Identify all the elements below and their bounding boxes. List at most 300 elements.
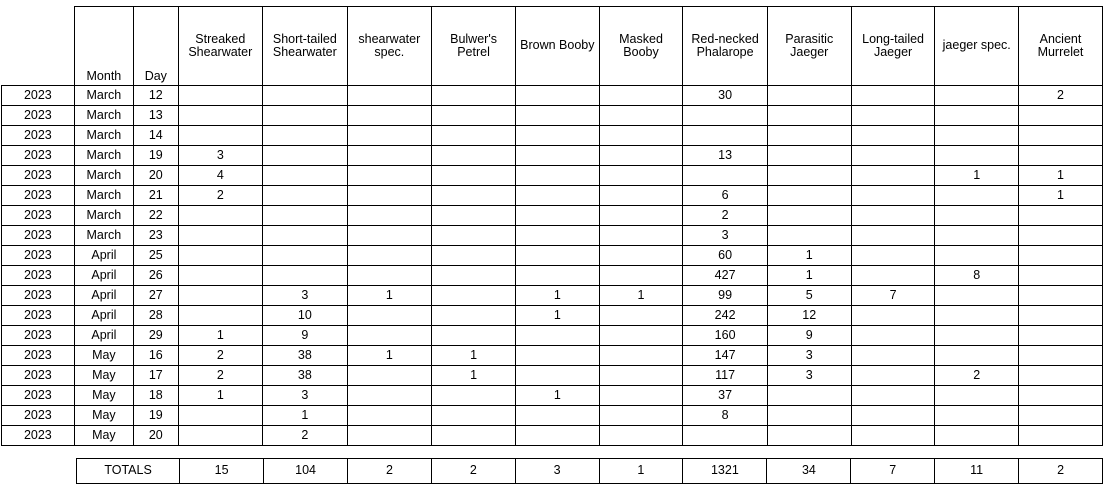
- cell-c7: [683, 106, 767, 126]
- cell-year: 2023: [2, 186, 75, 206]
- cell-c2: [263, 186, 348, 206]
- cell-c8: 12: [767, 306, 851, 326]
- cell-c10: [935, 186, 1019, 206]
- cell-c8: 3: [767, 366, 851, 386]
- cell-year: 2023: [2, 246, 75, 266]
- cell-day: 17: [134, 366, 178, 386]
- cell-c7: 3: [683, 226, 767, 246]
- cell-month: May: [74, 426, 133, 446]
- cell-c6: [599, 226, 683, 246]
- cell-c8: [767, 146, 851, 166]
- cell-c8: [767, 166, 851, 186]
- cell-c9: [851, 346, 935, 366]
- cell-c6: 1: [599, 286, 683, 306]
- cell-c5: 1: [516, 286, 600, 306]
- totals-value: 7: [851, 459, 935, 484]
- totals-label: TOTALS: [77, 459, 180, 484]
- cell-c11: [1018, 306, 1102, 326]
- totals-value: 2: [431, 459, 515, 484]
- table-row: [2, 426, 1103, 446]
- cell-month: May: [74, 346, 133, 366]
- cell-c8: [767, 206, 851, 226]
- cell-day: 19: [134, 406, 178, 426]
- cell-c2: [263, 86, 348, 106]
- cell-c10: [935, 326, 1019, 346]
- table-row: [2, 306, 1103, 326]
- cell-c11: [1018, 386, 1102, 406]
- cell-c6: [599, 306, 683, 326]
- cell-day: 16: [134, 346, 178, 366]
- cell-year: 2023: [2, 126, 75, 146]
- cell-c7: 8: [683, 406, 767, 426]
- cell-c9: [851, 246, 935, 266]
- cell-year: 2023: [2, 106, 75, 126]
- cell-c6: [599, 126, 683, 146]
- cell-day: 12: [134, 86, 178, 106]
- cell-c1: [178, 426, 263, 446]
- cell-c1: [178, 86, 263, 106]
- cell-c9: [851, 366, 935, 386]
- table-row: [2, 166, 1103, 186]
- cell-c3: 1: [347, 346, 431, 366]
- cell-c9: [851, 206, 935, 226]
- cell-c1: [178, 206, 263, 226]
- cell-c8: 1: [767, 246, 851, 266]
- cell-c5: [516, 326, 600, 346]
- cell-c10: [935, 426, 1019, 446]
- table-row: [2, 146, 1103, 166]
- cell-month: April: [74, 326, 133, 346]
- cell-c1: [178, 266, 263, 286]
- cell-c3: [347, 406, 431, 426]
- cell-day: 19: [134, 146, 178, 166]
- table-row: [2, 246, 1103, 266]
- cell-c3: [347, 426, 431, 446]
- cell-c6: [599, 266, 683, 286]
- cell-c3: [347, 266, 431, 286]
- cell-c5: [516, 246, 600, 266]
- cell-c4: [432, 406, 516, 426]
- cell-c11: 1: [1018, 186, 1102, 206]
- cell-c9: 7: [851, 286, 935, 306]
- table-header-row: [2, 7, 1103, 86]
- cell-month: March: [74, 146, 133, 166]
- cell-c3: [347, 126, 431, 146]
- cell-c4: [432, 186, 516, 206]
- totals-row: [77, 459, 1103, 484]
- cell-c3: [347, 186, 431, 206]
- cell-c1: 2: [178, 366, 263, 386]
- table-body: [2, 86, 1103, 446]
- cell-c7: 30: [683, 86, 767, 106]
- cell-c7: 13: [683, 146, 767, 166]
- cell-c2: 3: [263, 286, 348, 306]
- cell-c5: [516, 366, 600, 386]
- cell-c1: 2: [178, 346, 263, 366]
- cell-c8: [767, 186, 851, 206]
- cell-c2: 1: [263, 406, 348, 426]
- cell-c10: 8: [935, 266, 1019, 286]
- table-row: [2, 126, 1103, 146]
- header-cell-day: Day: [134, 7, 178, 86]
- cell-c11: [1018, 146, 1102, 166]
- cell-day: 27: [134, 286, 178, 306]
- cell-year: 2023: [2, 166, 75, 186]
- cell-c10: [935, 286, 1019, 306]
- cell-c11: [1018, 126, 1102, 146]
- header-cell-brown-booby: Brown Booby: [516, 7, 600, 86]
- cell-c3: [347, 146, 431, 166]
- cell-c5: [516, 106, 600, 126]
- cell-c3: [347, 166, 431, 186]
- cell-c1: [178, 286, 263, 306]
- cell-c2: 9: [263, 326, 348, 346]
- cell-c4: [432, 266, 516, 286]
- cell-c1: [178, 306, 263, 326]
- cell-c4: [432, 286, 516, 306]
- cell-c5: [516, 126, 600, 146]
- cell-c9: [851, 146, 935, 166]
- cell-c9: [851, 326, 935, 346]
- cell-day: 26: [134, 266, 178, 286]
- table-row: [2, 286, 1103, 306]
- cell-c3: [347, 206, 431, 226]
- cell-month: March: [74, 86, 133, 106]
- cell-month: April: [74, 306, 133, 326]
- cell-c8: [767, 406, 851, 426]
- cell-day: 20: [134, 166, 178, 186]
- cell-c4: 1: [432, 366, 516, 386]
- cell-month: April: [74, 286, 133, 306]
- cell-c10: [935, 86, 1019, 106]
- cell-c2: [263, 206, 348, 226]
- header-cell-red-necked-phalarope: Red-necked Phalarope: [683, 7, 767, 86]
- cell-c7: 117: [683, 366, 767, 386]
- cell-c11: [1018, 206, 1102, 226]
- cell-year: 2023: [2, 206, 75, 226]
- table-row: [2, 326, 1103, 346]
- cell-c2: [263, 266, 348, 286]
- cell-c3: [347, 86, 431, 106]
- cell-c1: [178, 126, 263, 146]
- cell-c11: [1018, 426, 1102, 446]
- header-cell-bulwers-petrel: Bulwer's Petrel: [432, 7, 516, 86]
- cell-c3: 1: [347, 286, 431, 306]
- cell-c2: 38: [263, 366, 348, 386]
- cell-day: 22: [134, 206, 178, 226]
- cell-c2: [263, 246, 348, 266]
- cell-c2: 10: [263, 306, 348, 326]
- header-cell-long-tailed-jaeger: Long-tailed Jaeger: [851, 7, 935, 86]
- table-row: [2, 186, 1103, 206]
- cell-c11: [1018, 366, 1102, 386]
- cell-c7: 37: [683, 386, 767, 406]
- cell-c5: [516, 266, 600, 286]
- cell-c9: [851, 266, 935, 286]
- cell-c4: [432, 306, 516, 326]
- cell-c3: [347, 306, 431, 326]
- cell-c2: [263, 146, 348, 166]
- cell-c7: 6: [683, 186, 767, 206]
- totals-value: 15: [180, 459, 264, 484]
- cell-c11: [1018, 266, 1102, 286]
- cell-c6: [599, 106, 683, 126]
- totals-value: 2: [348, 459, 432, 484]
- header-cell-ancient-murrelet: Ancient Murrelet: [1018, 7, 1102, 86]
- cell-c6: [599, 146, 683, 166]
- cell-c11: [1018, 346, 1102, 366]
- header-cell-shearwater-spec: shearwater spec.: [347, 7, 431, 86]
- cell-c7: 60: [683, 246, 767, 266]
- cell-c6: [599, 206, 683, 226]
- header-cell-year: [2, 7, 75, 86]
- cell-year: 2023: [2, 346, 75, 366]
- cell-c9: [851, 186, 935, 206]
- cell-c3: [347, 366, 431, 386]
- cell-month: March: [74, 126, 133, 146]
- table-row: [2, 86, 1103, 106]
- cell-c9: [851, 226, 935, 246]
- cell-c6: [599, 86, 683, 106]
- cell-c1: 2: [178, 186, 263, 206]
- totals-value: 1: [599, 459, 683, 484]
- cell-day: 25: [134, 246, 178, 266]
- header-cell-streaked-shearwater: Streaked Shearwater: [178, 7, 263, 86]
- cell-c2: 3: [263, 386, 348, 406]
- cell-day: 13: [134, 106, 178, 126]
- cell-c7: 2: [683, 206, 767, 226]
- cell-c1: 3: [178, 146, 263, 166]
- bird-count-table: [1, 6, 1103, 446]
- cell-c11: 1: [1018, 166, 1102, 186]
- cell-c2: [263, 226, 348, 246]
- cell-c4: [432, 86, 516, 106]
- cell-year: 2023: [2, 406, 75, 426]
- table-row: [2, 266, 1103, 286]
- cell-c1: [178, 226, 263, 246]
- cell-c10: [935, 146, 1019, 166]
- cell-c3: [347, 386, 431, 406]
- cell-month: May: [74, 386, 133, 406]
- table-row: [2, 106, 1103, 126]
- cell-year: 2023: [2, 386, 75, 406]
- cell-c10: [935, 406, 1019, 426]
- totals-value: 34: [767, 459, 851, 484]
- cell-c1: [178, 106, 263, 126]
- cell-c1: 1: [178, 326, 263, 346]
- cell-month: April: [74, 266, 133, 286]
- cell-c4: [432, 166, 516, 186]
- cell-c4: [432, 326, 516, 346]
- cell-month: April: [74, 246, 133, 266]
- cell-c6: [599, 406, 683, 426]
- cell-c6: [599, 246, 683, 266]
- table-row: [2, 406, 1103, 426]
- cell-month: May: [74, 366, 133, 386]
- cell-month: March: [74, 186, 133, 206]
- cell-c8: [767, 226, 851, 246]
- cell-c4: [432, 426, 516, 446]
- cell-year: 2023: [2, 306, 75, 326]
- cell-c5: [516, 226, 600, 246]
- cell-c4: [432, 146, 516, 166]
- cell-c5: [516, 406, 600, 426]
- cell-c5: [516, 206, 600, 226]
- cell-c7: 147: [683, 346, 767, 366]
- header-cell-short-tailed-shearwater: Short-tailed Shearwater: [263, 7, 348, 86]
- cell-month: May: [74, 406, 133, 426]
- cell-c6: [599, 386, 683, 406]
- cell-c7: 160: [683, 326, 767, 346]
- cell-day: 20: [134, 426, 178, 446]
- cell-c8: 1: [767, 266, 851, 286]
- cell-c5: [516, 426, 600, 446]
- cell-c9: [851, 106, 935, 126]
- cell-c10: 2: [935, 366, 1019, 386]
- cell-day: 29: [134, 326, 178, 346]
- cell-year: 2023: [2, 366, 75, 386]
- cell-c7: [683, 166, 767, 186]
- cell-c11: [1018, 326, 1102, 346]
- cell-c11: [1018, 106, 1102, 126]
- cell-c9: [851, 86, 935, 106]
- cell-c8: [767, 126, 851, 146]
- cell-c4: [432, 206, 516, 226]
- cell-c8: [767, 86, 851, 106]
- cell-c11: [1018, 286, 1102, 306]
- cell-c4: 1: [432, 346, 516, 366]
- cell-month: March: [74, 206, 133, 226]
- cell-month: March: [74, 226, 133, 246]
- cell-year: 2023: [2, 86, 75, 106]
- cell-c8: 5: [767, 286, 851, 306]
- cell-c4: [432, 246, 516, 266]
- cell-day: 18: [134, 386, 178, 406]
- cell-c6: [599, 366, 683, 386]
- cell-c6: [599, 426, 683, 446]
- cell-c10: [935, 386, 1019, 406]
- cell-year: 2023: [2, 146, 75, 166]
- cell-c1: 4: [178, 166, 263, 186]
- cell-c11: 2: [1018, 86, 1102, 106]
- cell-c6: [599, 346, 683, 366]
- table-row: [2, 226, 1103, 246]
- cell-c11: [1018, 226, 1102, 246]
- cell-c11: [1018, 406, 1102, 426]
- cell-c7: 427: [683, 266, 767, 286]
- table-header: [2, 7, 1103, 86]
- cell-c8: 3: [767, 346, 851, 366]
- totals-table: [76, 458, 1103, 484]
- cell-c5: [516, 166, 600, 186]
- totals-value: 3: [515, 459, 599, 484]
- cell-day: 14: [134, 126, 178, 146]
- cell-month: March: [74, 166, 133, 186]
- cell-c10: [935, 206, 1019, 226]
- header-cell-parasitic-jaeger: Parasitic Jaeger: [767, 7, 851, 86]
- cell-c10: [935, 246, 1019, 266]
- cell-c2: 2: [263, 426, 348, 446]
- cell-c1: [178, 406, 263, 426]
- cell-c4: [432, 126, 516, 146]
- header-cell-masked-booby: Masked Booby: [599, 7, 683, 86]
- cell-c5: 1: [516, 386, 600, 406]
- header-cell-month: Month: [74, 7, 133, 86]
- cell-year: 2023: [2, 286, 75, 306]
- cell-c6: [599, 166, 683, 186]
- cell-c10: [935, 346, 1019, 366]
- cell-c2: 38: [263, 346, 348, 366]
- cell-c10: [935, 306, 1019, 326]
- cell-c9: [851, 426, 935, 446]
- cell-c9: [851, 406, 935, 426]
- cell-day: 23: [134, 226, 178, 246]
- cell-c3: [347, 226, 431, 246]
- cell-c10: [935, 126, 1019, 146]
- header-cell-jaeger-spec: jaeger spec.: [935, 7, 1019, 86]
- cell-c3: [347, 106, 431, 126]
- cell-c2: [263, 106, 348, 126]
- cell-c10: [935, 106, 1019, 126]
- cell-c4: [432, 106, 516, 126]
- cell-c3: [347, 326, 431, 346]
- cell-c4: [432, 386, 516, 406]
- cell-c9: [851, 166, 935, 186]
- cell-c11: [1018, 246, 1102, 266]
- cell-month: March: [74, 106, 133, 126]
- cell-c10: 1: [935, 166, 1019, 186]
- totals-value: 11: [935, 459, 1019, 484]
- cell-year: 2023: [2, 266, 75, 286]
- cell-c6: [599, 326, 683, 346]
- cell-c5: 1: [516, 306, 600, 326]
- cell-c5: [516, 186, 600, 206]
- cell-c3: [347, 246, 431, 266]
- cell-day: 21: [134, 186, 178, 206]
- cell-c9: [851, 126, 935, 146]
- cell-c1: [178, 246, 263, 266]
- cell-year: 2023: [2, 326, 75, 346]
- cell-c4: [432, 226, 516, 246]
- totals-value: 104: [264, 459, 348, 484]
- cell-c9: [851, 386, 935, 406]
- table-row: [2, 366, 1103, 386]
- cell-c9: [851, 306, 935, 326]
- cell-c5: [516, 146, 600, 166]
- cell-c10: [935, 226, 1019, 246]
- table-row: [2, 346, 1103, 366]
- table-row: [2, 206, 1103, 226]
- cell-c8: [767, 386, 851, 406]
- cell-c5: [516, 346, 600, 366]
- cell-year: 2023: [2, 226, 75, 246]
- cell-c2: [263, 166, 348, 186]
- cell-day: 28: [134, 306, 178, 326]
- cell-c2: [263, 126, 348, 146]
- totals-value: 1321: [683, 459, 767, 484]
- cell-c7: [683, 126, 767, 146]
- cell-year: 2023: [2, 426, 75, 446]
- cell-c8: [767, 426, 851, 446]
- cell-c7: [683, 426, 767, 446]
- cell-c8: 9: [767, 326, 851, 346]
- cell-c8: [767, 106, 851, 126]
- totals-value: 2: [1019, 459, 1103, 484]
- cell-c1: 1: [178, 386, 263, 406]
- cell-c7: 99: [683, 286, 767, 306]
- table-row: [2, 386, 1103, 406]
- cell-c7: 242: [683, 306, 767, 326]
